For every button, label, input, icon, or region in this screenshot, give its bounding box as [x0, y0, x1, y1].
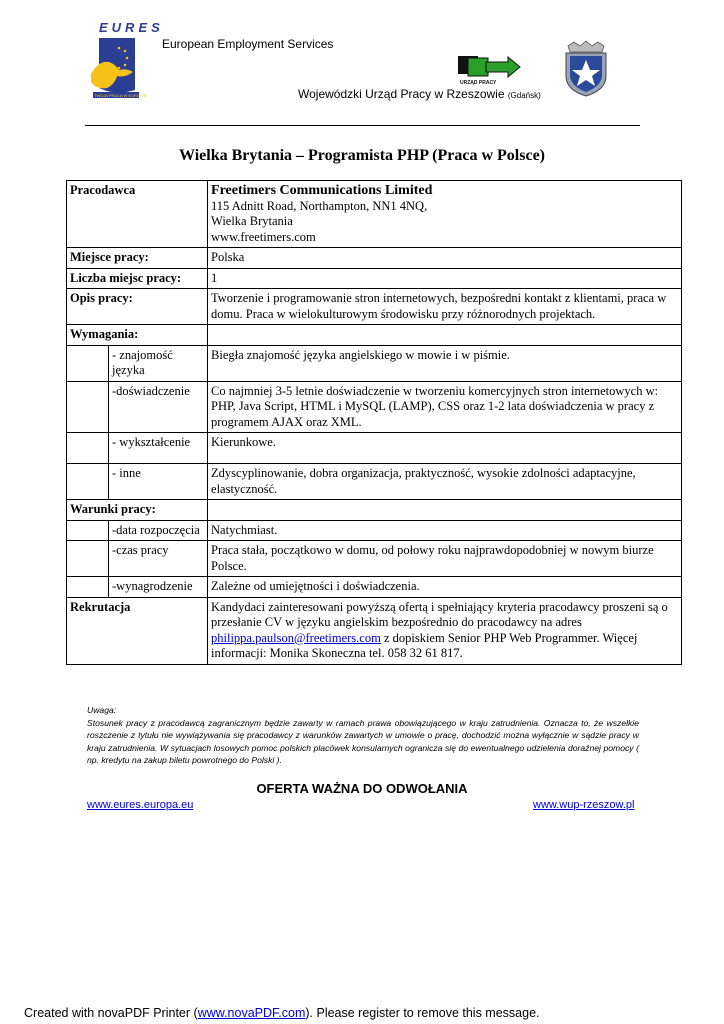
cond-label: -data rozpoczęcia [109, 520, 208, 541]
eures-logo-text: EURES [99, 20, 164, 35]
footer-text-1: Created with novaPDF Printer ( [24, 1006, 198, 1020]
footer-text-2: ). Please register to remove this message. [305, 1006, 540, 1020]
row-cond-hours [67, 541, 682, 577]
place-value: Polska [208, 248, 682, 269]
description-label: Opis pracy: [67, 289, 208, 325]
recruitment-text-2: z dopiskiem Senior PHP Web Programmer. Więcej informacji: Monika Skoneczna tel. 058 32 61 817. [211, 630, 638, 660]
recruitment-value [208, 597, 682, 664]
office-name [298, 87, 541, 101]
cond-label: -wynagrodzenie [109, 577, 208, 598]
cond-value: Natychmiast. [208, 520, 682, 541]
eures-logo [85, 18, 164, 106]
req-label: -doświadczenie [109, 381, 208, 433]
employer-website: www.freetimers.com [211, 229, 316, 244]
offer-valid-text: OFERTA WAŻNA DO ODWOŁANIA [256, 781, 468, 796]
description-value: Tworzenie i programowanie stron internetowych, bezpośredni kontakt z klientami, praca w domu. Praca w wielokulturowym środowisku przy różnorodnych projektach. [208, 289, 682, 325]
office-name-text: Wojewódzki Urząd Pracy w Rzeszowie [298, 87, 505, 101]
recruitment-email-link[interactable]: philippa.paulson@freetimers.com [211, 630, 381, 645]
place-label: Miejsce pracy: [67, 248, 208, 269]
indent-cell [67, 577, 109, 598]
requirements-label: Wymagania: [67, 325, 208, 346]
cond-value: Praca stała, początkowo w domu, od połowy roku najprawdopodobniej w nowym biurze Polsce. [208, 541, 682, 577]
recruitment-label: Rekrutacja [67, 597, 208, 664]
row-description [67, 289, 682, 325]
requirements-empty [208, 325, 682, 346]
wup-link[interactable]: www.wup-rzeszow.pl [533, 799, 635, 811]
indent-cell [67, 345, 109, 381]
employer-name: Freetimers Communications Limited [211, 183, 433, 198]
req-value: Co najmniej 3-5 letnie doświadczenie w tworzeniu komercyjnych stron internetowych w: PHP, Java Script, HTML i MySQL (LAMP), CSS oraz 1-2 lata doświadczenia w pracy z programem AJAX oraz XML. [208, 381, 682, 433]
up-logo-text: URZĄD PRACY [460, 80, 497, 86]
row-cond-salary [67, 577, 682, 598]
conditions-label: Warunki pracy: [67, 500, 208, 521]
eures-logo-tagline: TWOJA PRACA W EUROPIE [94, 93, 147, 98]
indent-cell [67, 433, 109, 464]
row-req-language [67, 345, 682, 381]
row-cond-start [67, 520, 682, 541]
voivodeship-crest [560, 40, 612, 98]
novapdf-link[interactable]: www.novaPDF.com [197, 1006, 306, 1020]
row-requirements-header [67, 325, 682, 346]
employer-address-line2: Wielka Brytania [211, 214, 293, 228]
row-conditions-header [67, 500, 682, 521]
office-city: (Gdańsk) [507, 91, 541, 100]
employer-label: Pracodawca [67, 181, 208, 248]
eures-link[interactable]: www.eures.europa.eu [87, 799, 194, 811]
org-name: European Employment Services [162, 37, 334, 51]
cond-value: Zależne od umiejętności i doświadczenia. [208, 577, 682, 598]
row-recruitment [67, 597, 682, 664]
urzad-pracy-logo [456, 52, 524, 88]
employer-details [208, 181, 682, 248]
count-value: 1 [208, 268, 682, 289]
header-divider [85, 125, 640, 126]
indent-cell [67, 541, 109, 577]
req-label: - znajomość języka [109, 345, 208, 381]
footer-note [24, 1006, 540, 1020]
req-label: - wykształcenie [109, 433, 208, 464]
indent-cell [67, 520, 109, 541]
recruitment-text-1: Kandydaci zainteresowani powyższą ofertą i spełniający kryteria pracodawcy proszeni są o przesłanie CV w języku angielskim bezpośrednio do pracodawcy na adres [211, 599, 668, 629]
req-value: Biegła znajomość języka angielskiego w mowie i w piśmie. [208, 345, 682, 381]
row-place [67, 248, 682, 269]
cond-label: -czas pracy [109, 541, 208, 577]
notes-body: Stosunek pracy z pracodawcą zagranicznym będzie zawarty w ramach prawa obowiązującego w kraju zatrudnienia. Oznacza to, że wszelkie roszczenie z tytułu nie wywiązywania się pracodawcy z warunków zawartych w umowie o pracę, dochodzić można wyłącznie w sądzie pracy w kraju zatrudnienia. W sytuacjach losowych pomoc polskich placówek konsularnych ogranicza się do ewentualnego udzielenia doraźnej pomocy ( np. kredytu na zakup biletu powrotnego do Polski ). [87, 717, 639, 765]
indent-cell [67, 464, 109, 500]
employer-address-line1: 115 Adnitt Road, Northampton, NN1 4NQ, [211, 198, 428, 213]
req-label: - inne [109, 464, 208, 500]
notes [87, 704, 639, 767]
conditions-empty [208, 500, 682, 521]
document-title: Wielka Brytania – Programista PHP (Praca w Polsce) [178, 147, 545, 164]
row-employer [67, 181, 682, 248]
count-label: Liczba miejsc pracy: [67, 268, 208, 289]
row-req-education [67, 433, 682, 464]
indent-cell [67, 381, 109, 433]
job-offer-table [66, 180, 682, 665]
row-req-other [67, 464, 682, 500]
row-req-experience [67, 381, 682, 433]
row-count [67, 268, 682, 289]
notes-heading: Uwaga: [87, 705, 117, 715]
req-value: Kierunkowe. [208, 433, 682, 464]
req-value: Zdyscyplinowanie, dobra organizacja, praktyczność, wysokie zdolności adaptacyjne, elastyczność. [208, 464, 682, 500]
